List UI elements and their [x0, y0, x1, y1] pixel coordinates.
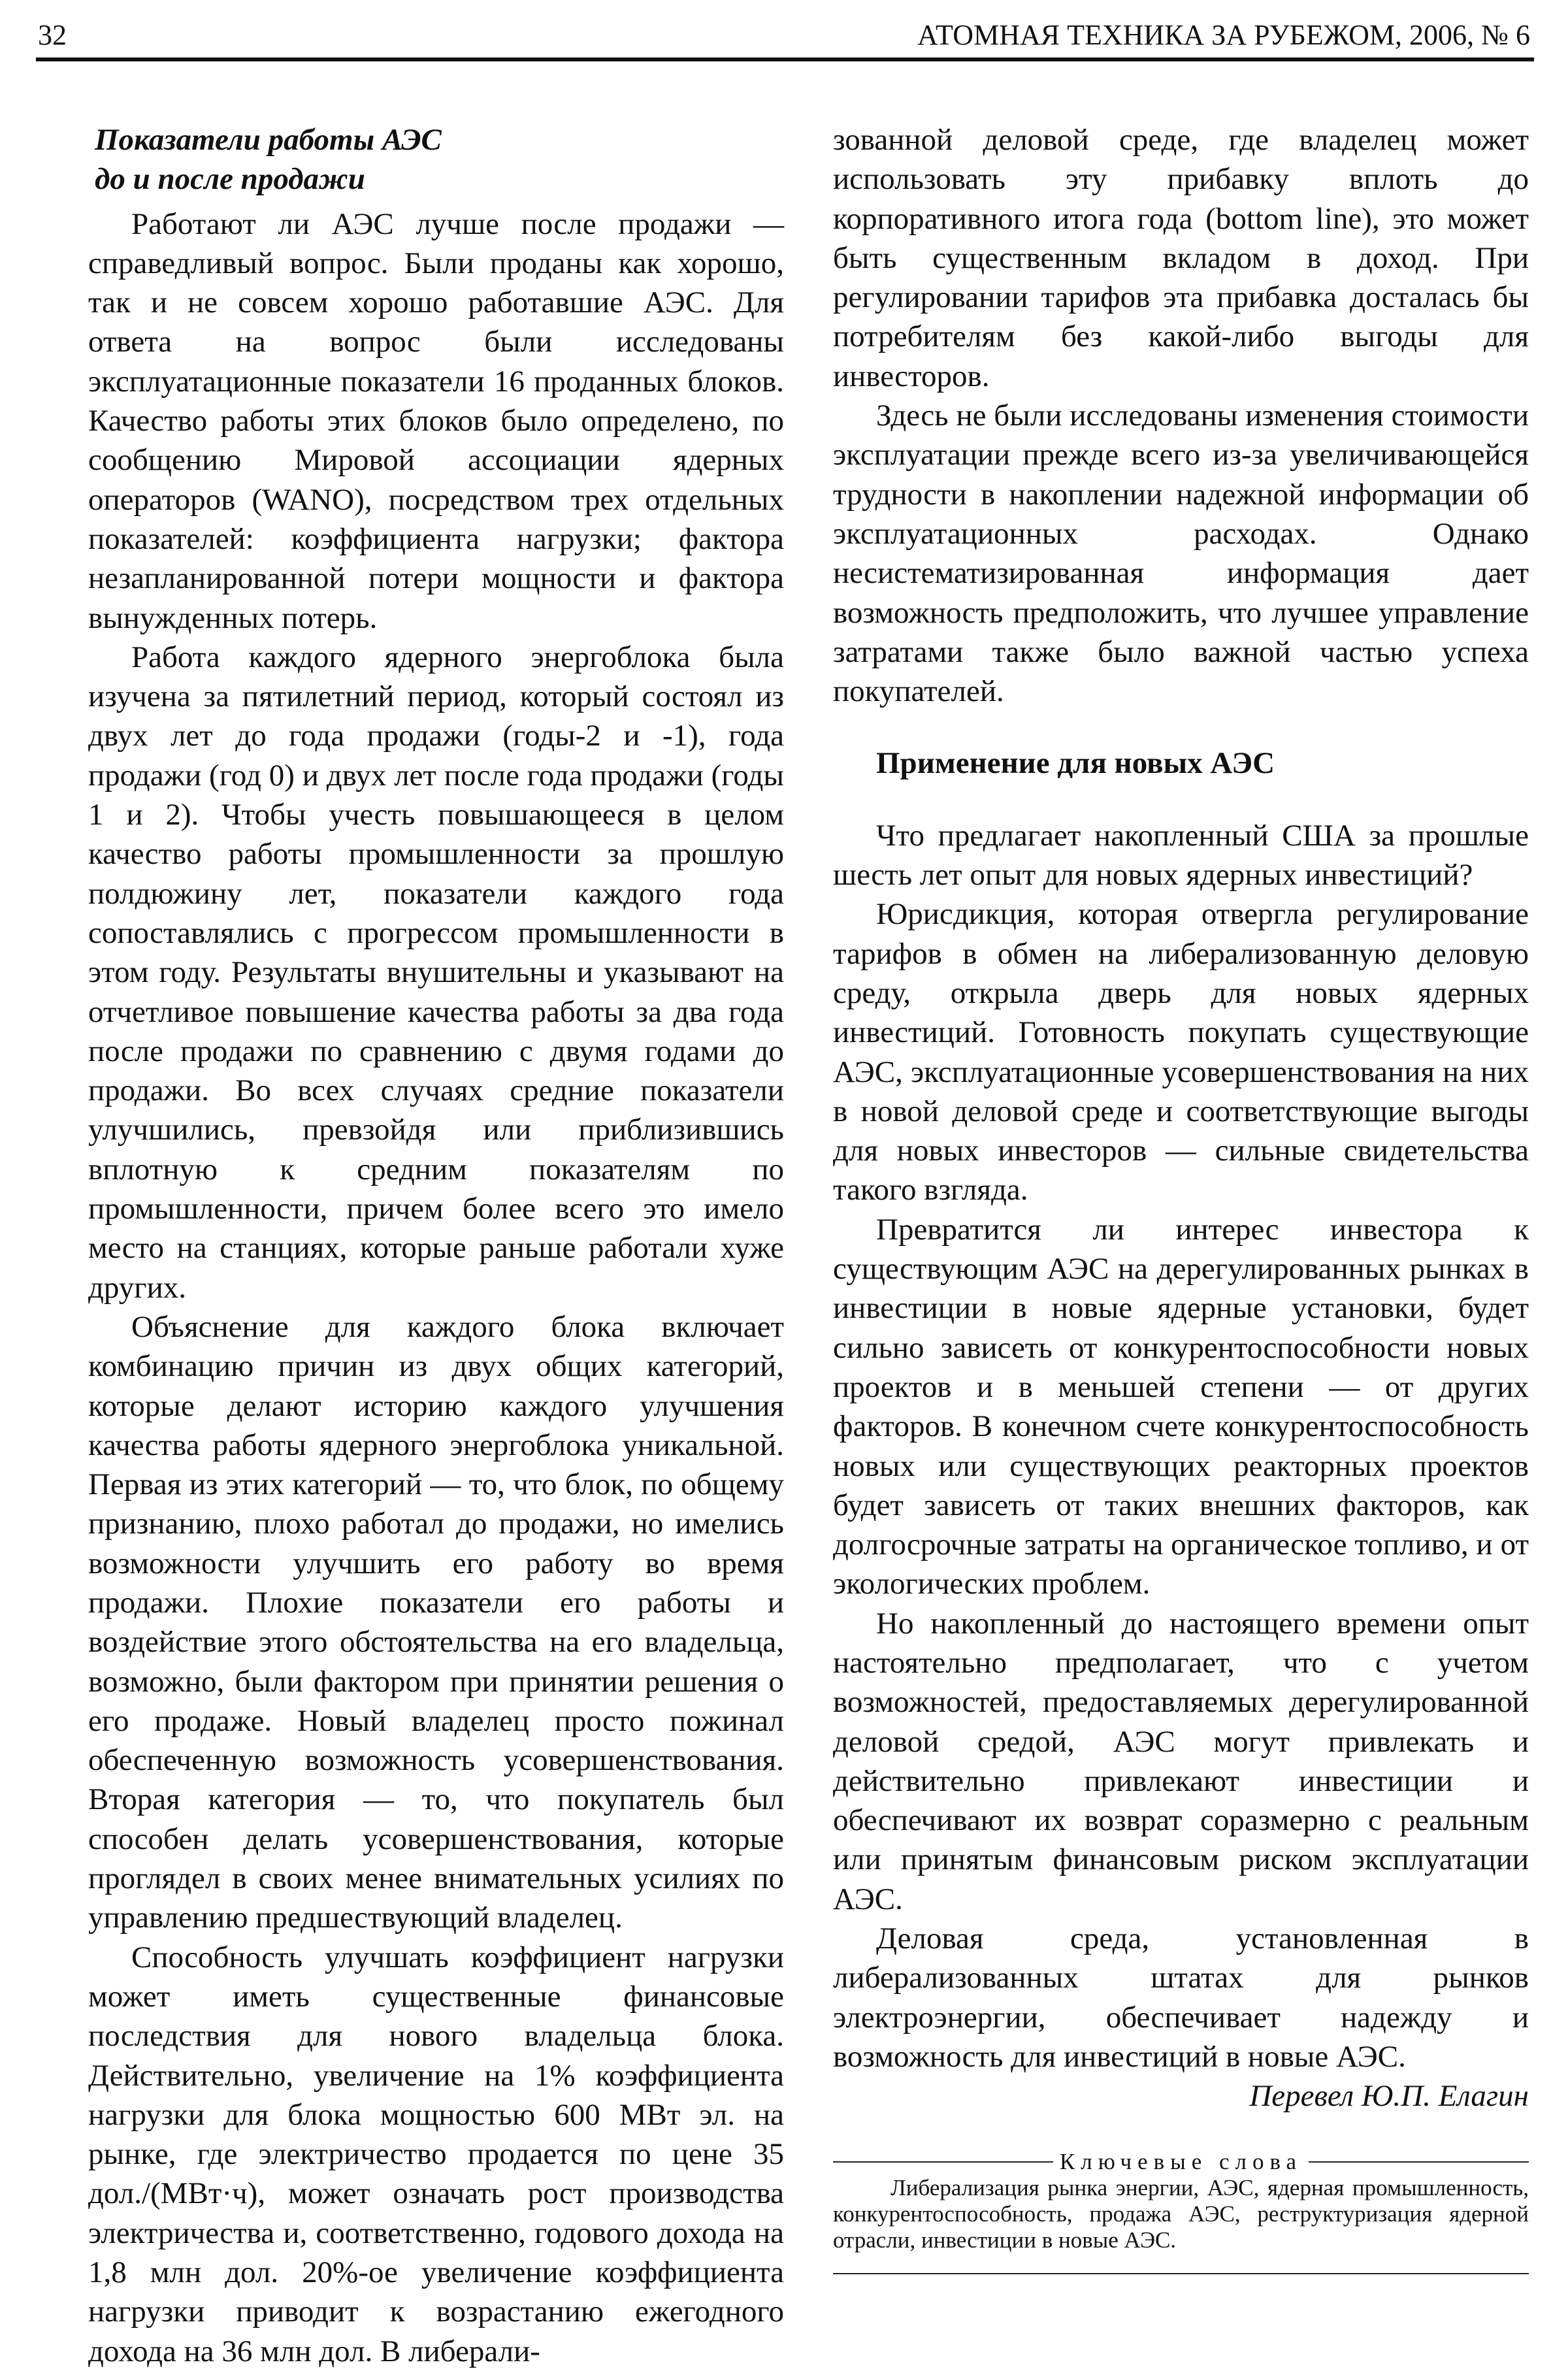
left-column — [88, 120, 784, 2371]
section-heading-line1: Показатели работы АЭС — [95, 123, 442, 157]
journal-title: АТОМНАЯ ТЕХНИКА ЗА РУБЕЖОМ, 2006, № 6 — [917, 19, 1530, 51]
page-number: 32 — [38, 19, 67, 51]
keywords-title: Ключевые слова — [1059, 2148, 1303, 2174]
divider — [1309, 2161, 1529, 2163]
paragraph: Но накопленный до настоящего времени опыт настоятельно предполагает, что с учетом возможностей, предоставляемых дерегулированной деловой средой, АЭС могут привлекать и действительно привлекают инвестиции и обеспечивают их возврат соразмерно с реальным или принятым финансовым риском эксплуатации АЭС. — [833, 1606, 1529, 1916]
keywords-block — [833, 2149, 1529, 2274]
paragraph: Работа каждого ядерного энергоблока была изучена за пятилетний период, который состоял из двух лет до года продажи (годы-2 и -1), года продажи (год 0) и двух лет после года продажи (годы 1 и 2). Чтобы учесть повышающееся в целом качество работы промышленности за прошлую полдюжину лет, показатели каждого года сопоставлялись с прогрессом промышленности в этом году. Результаты внушительны и указывают на отчетливое повышение качества работы за два года после продажи по сравнению с двумя годами до продажи. Во всех случаях средние показатели улучшились, превзойдя или приблизившись вплотную к средним показателям по промышленности, причем более всего это имело место на станциях, которые раньше работали хуже других. — [88, 640, 784, 1305]
section-heading: Применение для новых АЭС — [876, 746, 1275, 781]
keywords-bottom-rule — [833, 2273, 1529, 2274]
paragraph: Здесь не были исследованы изменения стоимости эксплуатации прежде всего из-за увеличивающейся трудности в накоплении надежной информации об эксплуатационных расходах. Однако несистематизированная информация дает возможность предположить, что лучшее управление затратами также было важной частью успеха покупателей. — [833, 399, 1529, 709]
header-rule — [36, 57, 1534, 61]
paragraph: Юрисдикция, которая отвергла регулирование тарифов в обмен на либерализованную деловую среду, открыла дверь для новых ядерных инвестиций. Готовность покупать существующие АЭС, эксплуатационные усовершенствования на них в новой деловой среде и соответствующие выгоды для новых инвесторов — сильные свидетельства такого взгляда. — [833, 897, 1529, 1207]
paragraph: Деловая среда, установленная в либерализованных штатах для рынков электроэнергии, обеспечивает надежду и возможность для инвестиций в новые АЭС. — [833, 1921, 1529, 2074]
paragraph: Способность улучшать коэффициент нагрузки может иметь существенные финансовые последствия для нового владельца блока. Действительно, увеличение на 1% коэффициента нагрузки для блока мощностью 600 МВт эл. на рынке, где электричество продается по цене 35 дол./(МВт·ч), может означать рост производства электричества и, соответственно, годового дохода на 1,8 млн дол. 20%-ое увеличение коэффициента нагрузки приводит к возрастанию ежегодного дохода на 36 млн дол. В либерали- — [88, 1940, 784, 2368]
section-heading-line2: до и после продажи — [95, 162, 365, 197]
translator-signature: Перевел Ю.П. Елагин — [1249, 2079, 1529, 2114]
paragraph: Превратится ли интерес инвестора к существующим АЭС на дерегулированных рынках в инвестиции в новые ядерные установки, будет сильно зависеть от конкурентоспособности новых проектов и в меньшей степени — от других факторов. В конечном счете конкурентоспособность новых или существующих реакторных проектов будет зависеть от таких внешних факторов, как долгосрочные затраты на органическое топливо, и от экологических проблем. — [833, 1212, 1529, 1601]
keywords-text: Либерализация рынка энергии, АЭС, ядерная промышленность, конкурентоспособность, продажа АЭС, реструктуризация ядерной отрасли, инвестиции в новые АЭС. — [833, 2174, 1529, 2253]
right-column — [833, 120, 1529, 2274]
divider — [833, 2161, 1053, 2163]
paragraph: Работают ли АЭС лучше после продажи — справедливый вопрос. Были проданы как хорошо, так и не совсем хорошо работавшие АЭС. Для ответа на вопрос были исследованы эксплуатационные показатели 16 проданных блоков. Качество работы этих блоков было определено, по сообщению Мировой ассоциации ядерных операторов (WANO), посредством трех отдельных показателей: коэффициента нагрузки; фактора незапланированной потери мощности и фактора вынужденных потерь. — [88, 206, 784, 635]
paragraph: зованной деловой среде, где владелец может использовать эту прибавку вплоть до корпоративного итога года (bottom line), это может быть существенным вкладом в доход. При регулировании тарифов эта прибавка досталась бы потребителям без какой-либо выгоды для инвесторов. — [833, 123, 1529, 393]
paragraph: Что предлагает накопленный США за прошлые шесть лет опыт для новых ядерных инвестиций? — [833, 818, 1529, 892]
paragraph: Объяснение для каждого блока включает комбинацию причин из двух общих категорий, которые делают историю каждого улучшения качества работы ядерного энергоблока уникальной. Первая из этих категорий — то, что блок, по общему признанию, плохо работал до продажи, но имелись возможности улучшить его работу во время продажи. Плохие показатели его работы и воздействие этого обстоятельства на его владельца, возможно, были фактором при принятии решения о его продаже. Новый владелец просто пожинал обеспеченную возможность усовершенствования. Вторая категория — то, что покупатель был способен делать усовершенствования, которые проглядел в своих менее внимательных усилиях по управлению предшествующий владелец. — [88, 1309, 784, 1935]
